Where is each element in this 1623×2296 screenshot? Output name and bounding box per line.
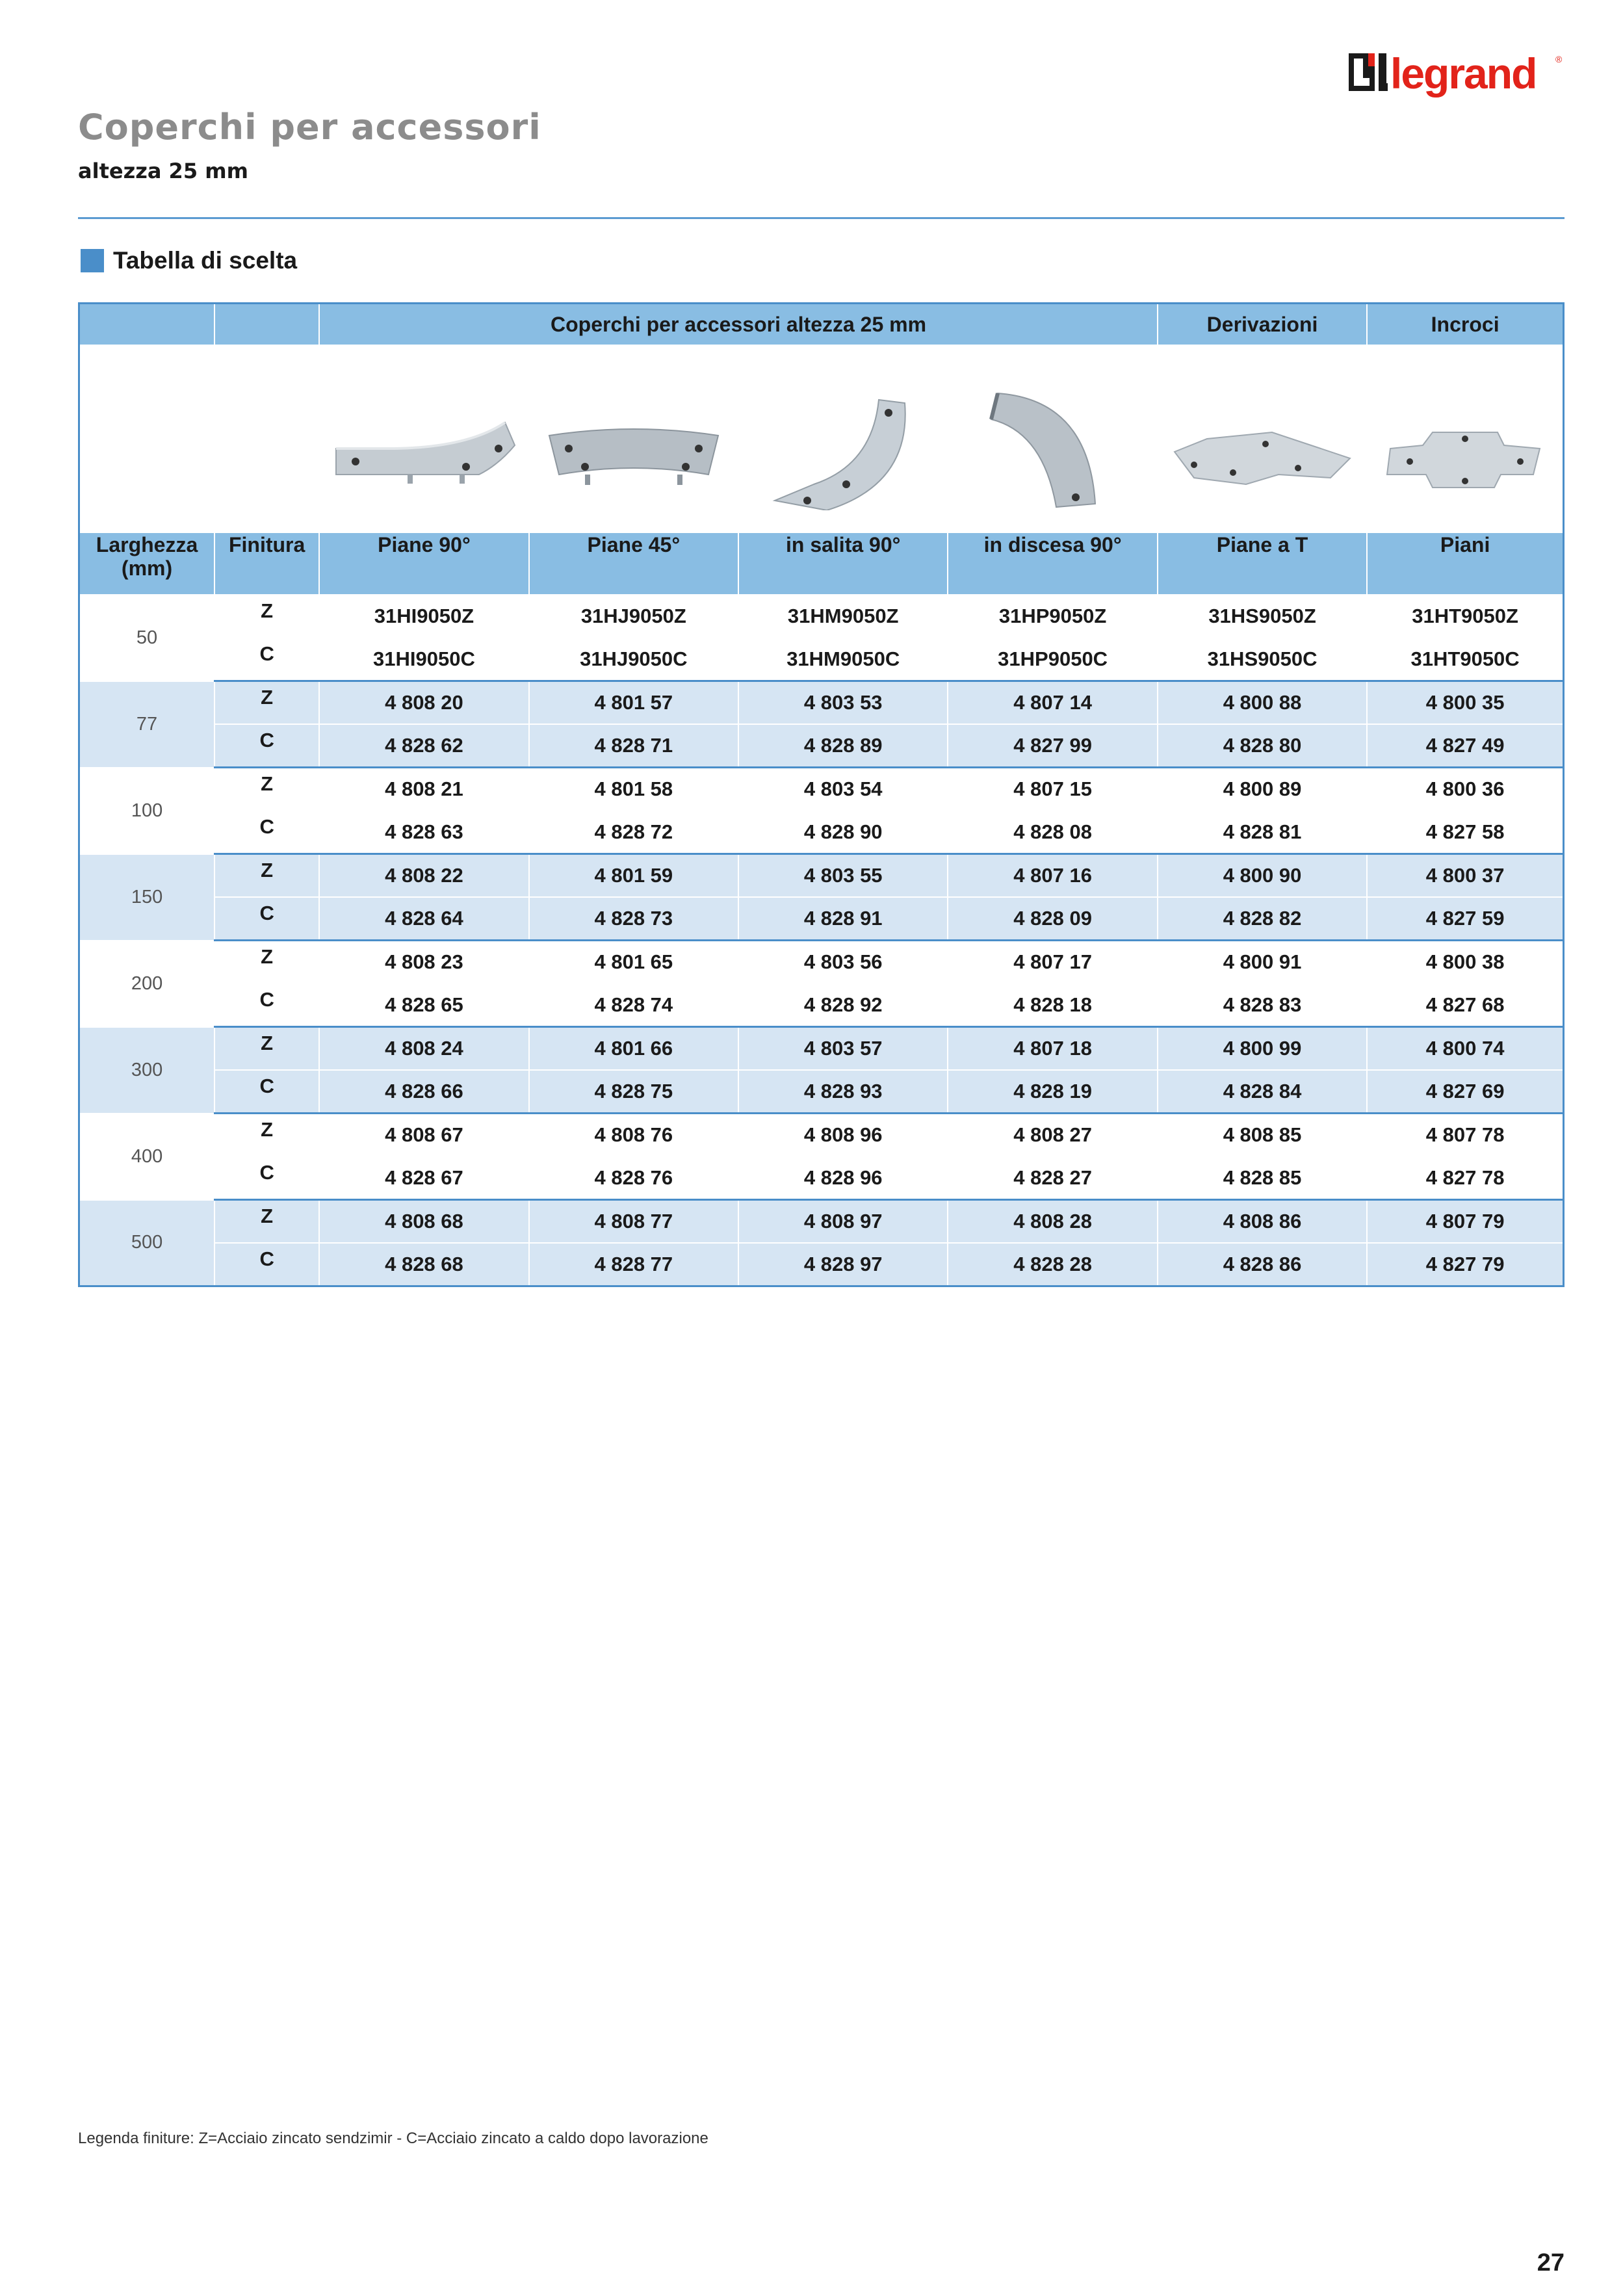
product-code-cell: 4 828 65 xyxy=(319,984,528,1027)
finish-cell: Z xyxy=(214,1027,319,1071)
blank-image-cell xyxy=(79,345,215,532)
product-code-cell: 4 801 57 xyxy=(529,681,738,725)
product-code-cell: 4 807 79 xyxy=(1367,1200,1563,1244)
section-marker-icon xyxy=(81,249,104,272)
product-code-cell: 4 828 80 xyxy=(1158,724,1367,768)
width-cell: 300 xyxy=(79,1027,215,1114)
legrand-logo xyxy=(1349,49,1563,105)
group-header-crosses: Incroci xyxy=(1367,304,1563,346)
table-row xyxy=(79,854,1564,898)
width-cell: 77 xyxy=(79,681,215,768)
svg-text:legrand: legrand xyxy=(1390,49,1537,98)
table-row xyxy=(79,1070,1564,1114)
product-code-cell: 4 807 15 xyxy=(948,768,1157,811)
product-code-cell: 4 803 55 xyxy=(738,854,948,898)
flat-45-cover-icon xyxy=(529,345,738,532)
table-row xyxy=(79,941,1564,984)
product-code-cell: 4 828 76 xyxy=(529,1156,738,1200)
finish-cell: C xyxy=(214,724,319,768)
table-row xyxy=(79,768,1564,811)
product-code-cell: 4 808 77 xyxy=(529,1200,738,1244)
finish-cell: Z xyxy=(214,768,319,811)
product-header-descending-90: in discesa 90° xyxy=(948,532,1157,595)
product-code-cell: 4 827 58 xyxy=(1367,811,1563,854)
product-code-cell: 31HI9050Z xyxy=(319,595,528,638)
width-cell: 150 xyxy=(79,854,215,941)
product-code-cell: 31HS9050Z xyxy=(1158,595,1367,638)
table-row xyxy=(79,638,1564,681)
product-code-cell: 4 800 37 xyxy=(1367,854,1563,898)
product-code-cell: 4 803 53 xyxy=(738,681,948,725)
product-code-cell: 4 828 64 xyxy=(319,897,528,941)
product-code-cell: 4 828 09 xyxy=(948,897,1157,941)
product-code-cell: 4 808 67 xyxy=(319,1114,528,1157)
product-code-cell: 4 828 92 xyxy=(738,984,948,1027)
product-code-cell: 31HS9050C xyxy=(1158,638,1367,681)
page-title: Coperchi per accessori xyxy=(78,107,541,148)
width-column-header: Larghezza (mm) xyxy=(79,532,215,595)
blank-header-cell xyxy=(214,304,319,346)
table-row xyxy=(79,681,1564,725)
finish-cell: Z xyxy=(214,681,319,725)
product-code-cell: 4 828 84 xyxy=(1158,1070,1367,1114)
product-code-cell: 4 808 24 xyxy=(319,1027,528,1071)
table-row xyxy=(79,724,1564,768)
product-code-cell: 31HJ9050Z xyxy=(529,595,738,638)
product-code-cell: 4 800 35 xyxy=(1367,681,1563,725)
product-code-cell: 4 800 38 xyxy=(1367,941,1563,984)
product-code-cell: 4 801 65 xyxy=(529,941,738,984)
product-code-cell: 4 827 99 xyxy=(948,724,1157,768)
finish-legend: Legenda finiture: Z=Acciaio zincato sendzimir - C=Acciaio zincato a caldo dopo lavorazione xyxy=(78,2130,708,2147)
finish-cell: C xyxy=(214,984,319,1027)
product-code-cell: 4 800 91 xyxy=(1158,941,1367,984)
table-row xyxy=(79,897,1564,941)
blank-image-cell xyxy=(214,345,319,532)
table-row xyxy=(79,1027,1564,1071)
product-code-cell: 4 808 96 xyxy=(738,1114,948,1157)
product-code-cell: 4 828 90 xyxy=(738,811,948,854)
product-code-cell: 4 800 88 xyxy=(1158,681,1367,725)
product-code-cell: 31HT9050C xyxy=(1367,638,1563,681)
product-code-cell: 4 828 68 xyxy=(319,1243,528,1286)
product-code-cell: 4 828 81 xyxy=(1158,811,1367,854)
product-header-flat-45: Piane 45° xyxy=(529,532,738,595)
product-code-cell: 4 808 68 xyxy=(319,1200,528,1244)
product-code-cell: 4 828 73 xyxy=(529,897,738,941)
product-code-cell: 4 827 79 xyxy=(1367,1243,1563,1286)
product-code-cell: 4 808 76 xyxy=(529,1114,738,1157)
product-code-cell: 4 828 62 xyxy=(319,724,528,768)
finish-cell: C xyxy=(214,897,319,941)
group-header-row xyxy=(79,304,1564,346)
product-code-cell: 4 828 28 xyxy=(948,1243,1157,1286)
product-code-cell: 4 827 78 xyxy=(1367,1156,1563,1200)
product-code-cell: 31HI9050C xyxy=(319,638,528,681)
product-code-cell: 4 828 96 xyxy=(738,1156,948,1200)
table-row xyxy=(79,595,1564,638)
flat-90-cover-icon xyxy=(319,345,528,532)
product-code-cell: 4 828 82 xyxy=(1158,897,1367,941)
table-row xyxy=(79,1200,1564,1244)
product-code-cell: 4 803 56 xyxy=(738,941,948,984)
product-code-cell: 4 801 66 xyxy=(529,1027,738,1071)
product-code-cell: 4 801 59 xyxy=(529,854,738,898)
product-code-cell: 4 828 91 xyxy=(738,897,948,941)
product-code-cell: 4 828 85 xyxy=(1158,1156,1367,1200)
width-cell: 400 xyxy=(79,1114,215,1200)
product-code-cell: 31HP9050Z xyxy=(948,595,1157,638)
product-code-cell: 4 828 27 xyxy=(948,1156,1157,1200)
product-code-cell: 4 828 67 xyxy=(319,1156,528,1200)
product-code-cell: 4 828 93 xyxy=(738,1070,948,1114)
finish-cell: C xyxy=(214,638,319,681)
product-code-cell: 4 808 22 xyxy=(319,854,528,898)
table-row xyxy=(79,1156,1564,1200)
product-code-cell: 4 807 18 xyxy=(948,1027,1157,1071)
product-header-rising-90: in salita 90° xyxy=(738,532,948,595)
product-code-cell: 4 803 54 xyxy=(738,768,948,811)
product-code-cell: 4 828 75 xyxy=(529,1070,738,1114)
tee-cover-icon xyxy=(1158,345,1367,532)
product-code-cell: 4 827 69 xyxy=(1367,1070,1563,1114)
image-row xyxy=(79,345,1564,532)
product-header-tee: Piane a T xyxy=(1158,532,1367,595)
product-code-cell: 4 828 97 xyxy=(738,1243,948,1286)
product-code-cell: 4 828 77 xyxy=(529,1243,738,1286)
table-body xyxy=(79,595,1564,1286)
product-header-cross: Piani xyxy=(1367,532,1563,595)
width-cell: 500 xyxy=(79,1200,215,1286)
product-code-cell: 4 828 08 xyxy=(948,811,1157,854)
cross-cover-icon xyxy=(1367,345,1563,532)
product-code-cell: 4 807 17 xyxy=(948,941,1157,984)
finish-cell: Z xyxy=(214,1114,319,1157)
table-row xyxy=(79,984,1564,1027)
product-code-cell: 4 828 72 xyxy=(529,811,738,854)
product-code-cell: 4 828 74 xyxy=(529,984,738,1027)
product-code-cell: 4 808 85 xyxy=(1158,1114,1367,1157)
product-code-cell: 31HJ9050C xyxy=(529,638,738,681)
finish-cell: C xyxy=(214,1156,319,1200)
product-code-cell: 31HP9050C xyxy=(948,638,1157,681)
header-divider xyxy=(78,217,1565,219)
product-code-cell: 4 808 20 xyxy=(319,681,528,725)
selection-table xyxy=(78,302,1565,1287)
finish-cell: C xyxy=(214,1070,319,1114)
product-code-cell: 31HT9050Z xyxy=(1367,595,1563,638)
width-cell: 100 xyxy=(79,768,215,854)
product-code-cell: 4 808 86 xyxy=(1158,1200,1367,1244)
product-code-cell: 4 800 74 xyxy=(1367,1027,1563,1071)
product-code-cell: 4 828 63 xyxy=(319,811,528,854)
product-code-cell: 4 807 16 xyxy=(948,854,1157,898)
blank-header-cell xyxy=(79,304,215,346)
descending-90-cover-icon xyxy=(948,345,1157,532)
product-header-flat-90: Piane 90° xyxy=(319,532,528,595)
svg-text:®: ® xyxy=(1555,54,1563,64)
product-code-cell: 4 800 36 xyxy=(1367,768,1563,811)
product-code-cell: 4 828 66 xyxy=(319,1070,528,1114)
product-code-cell: 4 800 99 xyxy=(1158,1027,1367,1071)
product-code-cell: 4 808 28 xyxy=(948,1200,1157,1244)
finish-cell: Z xyxy=(214,595,319,638)
product-code-cell: 4 800 90 xyxy=(1158,854,1367,898)
finish-cell: Z xyxy=(214,941,319,984)
finish-cell: C xyxy=(214,1243,319,1286)
product-code-cell: 4 828 18 xyxy=(948,984,1157,1027)
finish-column-header: Finitura xyxy=(214,532,319,595)
product-code-cell: 4 803 57 xyxy=(738,1027,948,1071)
finish-cell: Z xyxy=(214,1200,319,1244)
product-code-cell: 4 808 97 xyxy=(738,1200,948,1244)
table-row xyxy=(79,1243,1564,1286)
product-code-cell: 4 827 59 xyxy=(1367,897,1563,941)
product-code-cell: 4 828 89 xyxy=(738,724,948,768)
width-cell: 200 xyxy=(79,941,215,1027)
product-code-cell: 4 808 21 xyxy=(319,768,528,811)
table-row xyxy=(79,1114,1564,1157)
product-code-cell: 4 801 58 xyxy=(529,768,738,811)
page-number: 27 xyxy=(1537,2249,1565,2276)
product-code-cell: 4 827 68 xyxy=(1367,984,1563,1027)
product-code-cell: 4 800 89 xyxy=(1158,768,1367,811)
group-header-covers: Coperchi per accessori altezza 25 mm xyxy=(319,304,1158,346)
product-code-cell: 4 828 86 xyxy=(1158,1243,1367,1286)
product-code-cell: 4 828 71 xyxy=(529,724,738,768)
product-code-cell: 4 808 27 xyxy=(948,1114,1157,1157)
group-header-branches: Derivazioni xyxy=(1158,304,1367,346)
page-subtitle: altezza 25 mm xyxy=(78,159,248,183)
finish-cell: Z xyxy=(214,854,319,898)
product-code-cell: 4 828 83 xyxy=(1158,984,1367,1027)
finish-cell: C xyxy=(214,811,319,854)
product-code-cell: 4 807 78 xyxy=(1367,1114,1563,1157)
section-heading xyxy=(81,247,297,274)
product-code-cell: 31HM9050C xyxy=(738,638,948,681)
product-code-cell: 4 807 14 xyxy=(948,681,1157,725)
product-code-cell: 4 828 19 xyxy=(948,1070,1157,1114)
product-code-cell: 4 808 23 xyxy=(319,941,528,984)
table-row xyxy=(79,811,1564,854)
width-cell: 50 xyxy=(79,595,215,681)
column-label-row xyxy=(79,532,1564,595)
rising-90-cover-icon xyxy=(738,345,948,532)
product-code-cell: 31HM9050Z xyxy=(738,595,948,638)
product-code-cell: 4 827 49 xyxy=(1367,724,1563,768)
section-label: Tabella di scelta xyxy=(113,247,298,274)
